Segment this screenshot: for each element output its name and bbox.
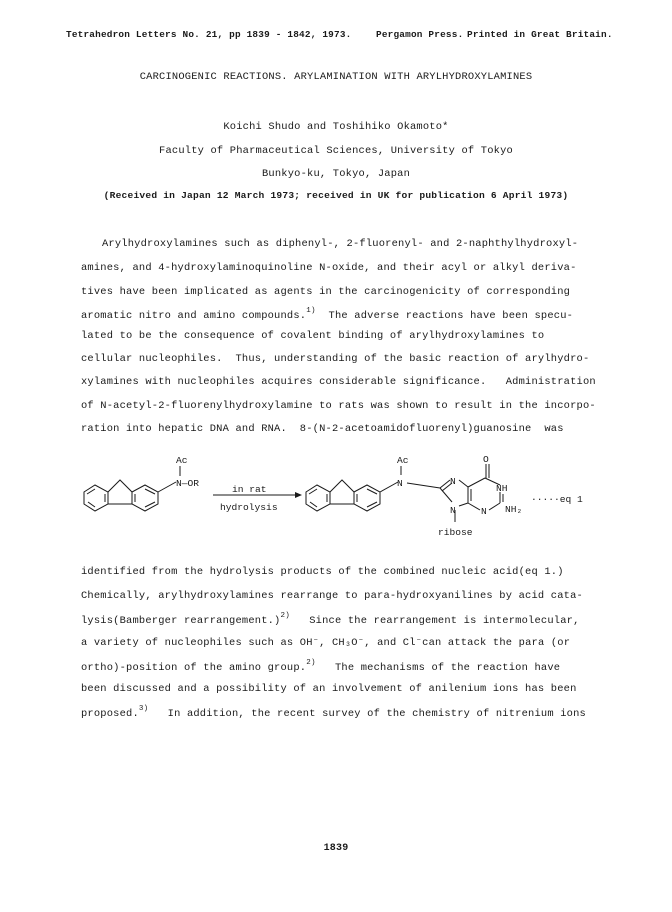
citation-ref: 2) [306,659,316,667]
para1-line: of N-acetyl-2-fluorenylhydroxylamine to rats was shown to result in the incorpo- [81,400,596,412]
atom-n7: N [450,476,456,487]
citation-ref: 3) [138,705,149,713]
para2-line [81,705,586,720]
text-run: The adverse reactions have been specu- [315,310,574,322]
acetyl-label: Ac [176,455,188,466]
fluorenyl-left [84,466,180,511]
para2-line [81,612,580,627]
text-run: ortho)-position of the amino group. [81,662,307,674]
arrow-condition: hydrolysis [220,502,278,513]
para1-line: xylamines with nucleophiles acquires considerable significance. Administration [81,376,596,388]
atom-n3: N [481,506,487,517]
received-dates: (Received in Japan 12 March 1973; received in UK for publication 6 April 1973) [103,190,569,201]
para2-line: been discussed and a possibility of an involvement of anilenium ions has been [81,683,577,695]
page-number: 1839 [323,843,349,854]
reaction-scheme [0,440,672,550]
text-run: proposed. [81,708,139,720]
text-run: aromatic nitro and amino compounds. [81,310,307,322]
para1-line: lated to be the consequence of covalent binding of arylhydroxylamines to [81,330,545,342]
atom-n9: N [450,505,456,516]
text-run: In addition, the recent survey of the chemistry of nitrenium ions [148,708,586,720]
arrow-condition: in rat [232,484,267,495]
journal-citation: Tetrahedron Letters No. 21, pp 1839 - 1842, 1973. [66,29,352,40]
para1-line: cellular nucleophiles. Thus, understanding of the basic reaction of arylhydro- [81,353,590,365]
address: Bunkyo-ku, Tokyo, Japan [261,168,410,180]
para1-line: amines, and 4-hydroxylaminoquinoline N-oxide, and their acyl or alkyl deriva- [81,262,577,274]
para1-line: tives have been implicated as agents in the carcinogenicity of corresponding [81,286,571,298]
fluorenyl-right [306,466,401,511]
para2-line: identified from the hydrolysis products of the combined nucleic acid(eq 1.) [81,566,564,578]
affiliation: Faculty of Pharmaceutical Sciences, University of Tokyo [159,145,513,157]
publisher: Pergamon Press. [376,29,464,40]
para2-line: a variety of nucleophiles such as OH⁻, CH₃O⁻, and Cl⁻can attack the para (or [81,637,571,649]
n-or-label: N—OR [176,478,200,489]
authors: Koichi Shudo and Toshihiko Okamoto* [223,121,449,133]
citation-ref: 2) [280,612,290,620]
text-run: The mechanisms of the reaction have [315,662,561,674]
para1-line: Arylhydroxylamines such as diphenyl-, 2-fluorenyl- and 2-naphthylhydroxyl- [102,238,579,250]
equation-label: ·····eq 1 [531,494,583,505]
article-title: CARCINOGENIC REACTIONS. ARYLAMINATION WITH ARYLHYDROXYLAMINES [139,71,533,83]
text-run: lysis(Bamberger rearrangement.) [81,615,281,627]
citation-ref: 1) [306,307,316,315]
printed-in: Printed in Great Britain. [467,29,613,40]
amide-n-label: N [397,478,403,489]
ribose-label: ribose [438,527,473,538]
acetyl-label: Ac [397,455,409,466]
atom-nh2: NH₂ [505,504,523,515]
para1-line [81,307,573,322]
text-run: Since the rearrangement is intermolecular, [289,615,580,627]
para2-line: Chemically, arylhydroxylamines rearrange to para-hydroxyanilines by acid cata- [81,590,583,602]
para1-line: ration into hepatic DNA and RNA. 8-(N-2-acetoamidofluorenyl)guanosine was [81,423,564,435]
para2-line [81,659,560,674]
atom-nh: NH [496,483,508,494]
carbonyl-o: O [483,454,489,465]
